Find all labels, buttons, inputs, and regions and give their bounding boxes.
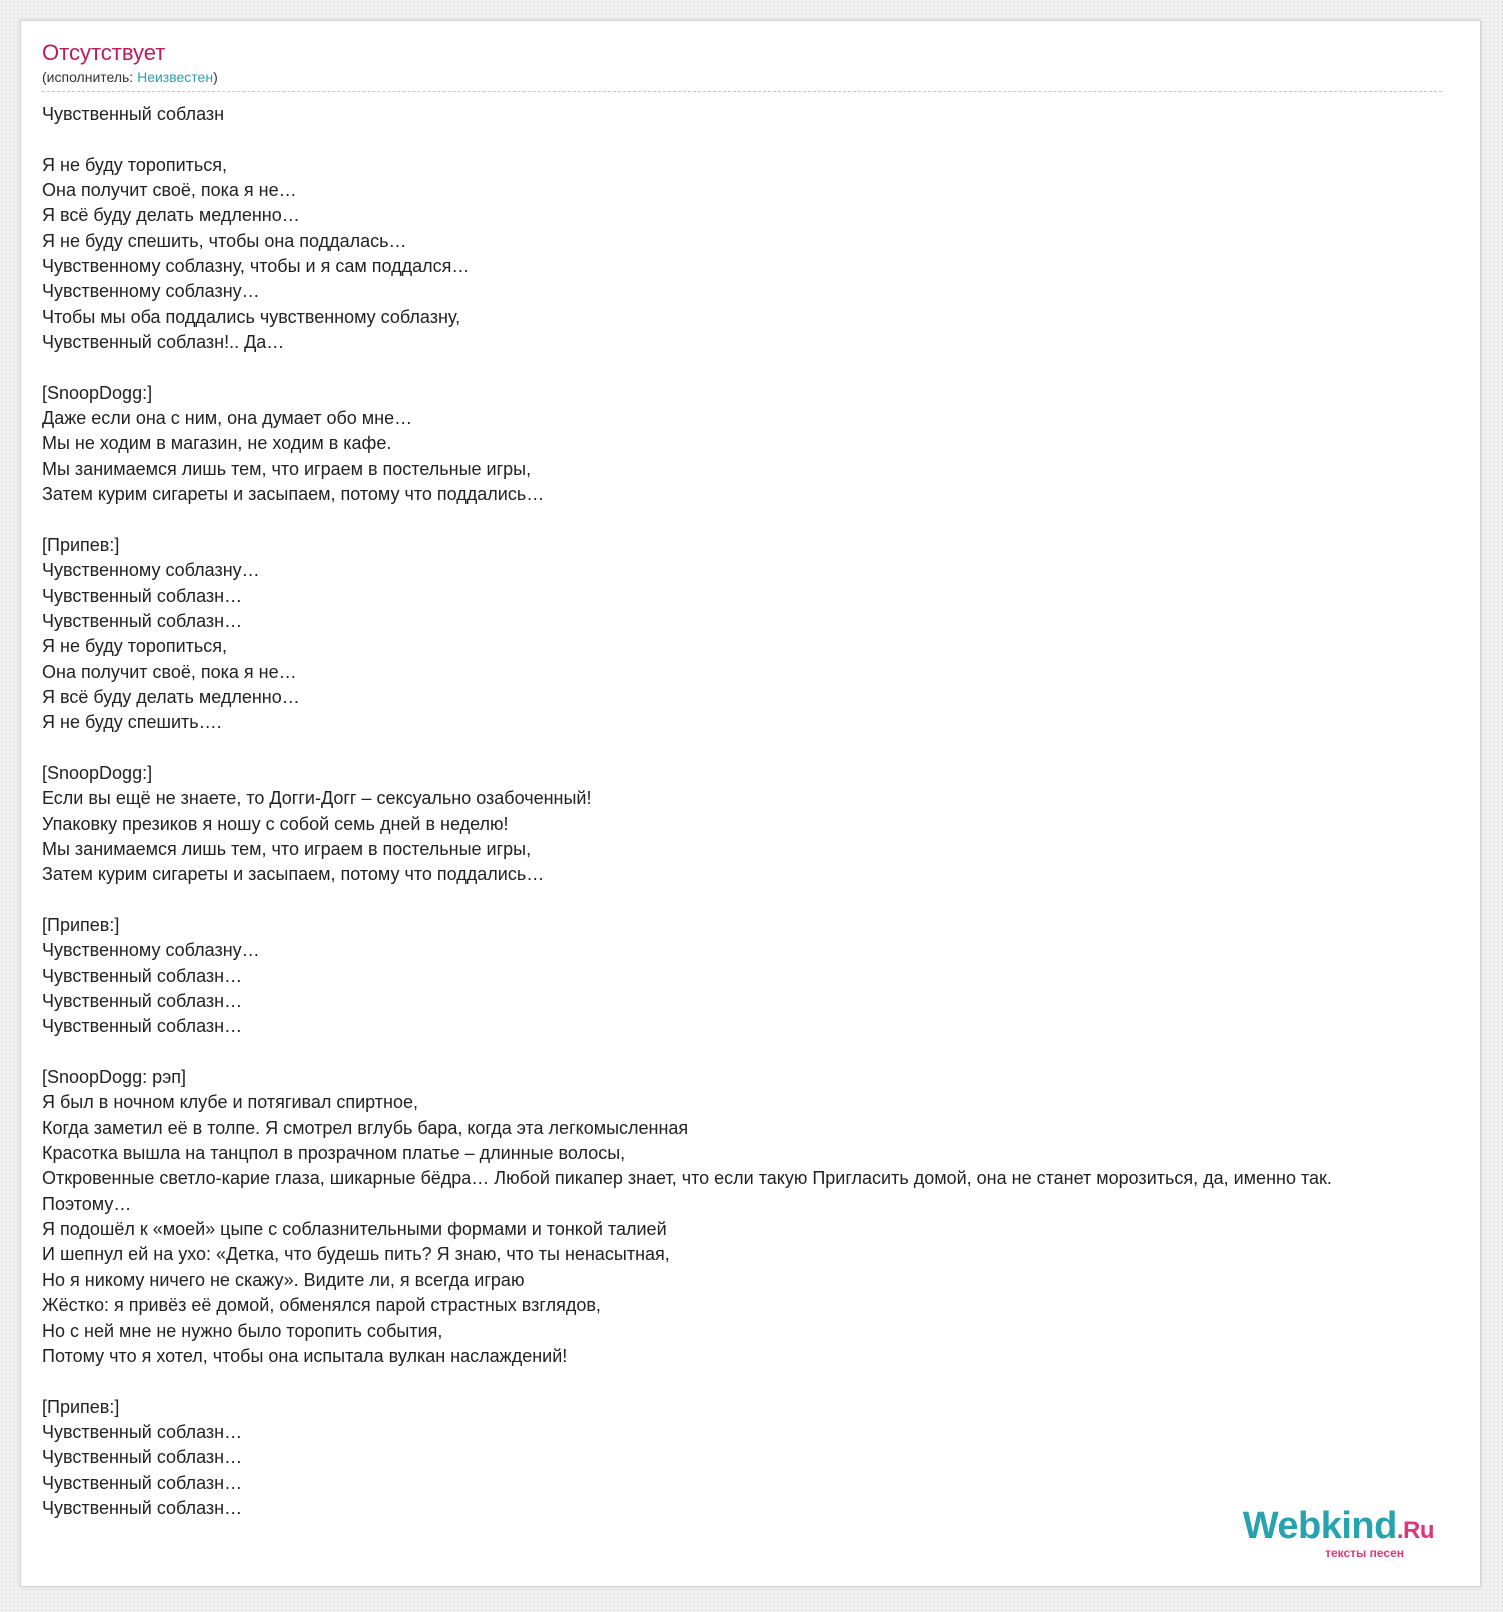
lyric-line: Чувственный соблазн… <box>42 991 243 1012</box>
song-header <box>42 39 1460 86</box>
lyric-line: Чувственный соблазн!.. Да… <box>42 332 285 353</box>
logo-tagline: тексты песен <box>1325 1546 1404 1560</box>
lyric-line: Она получит своё, пока я не… <box>42 180 297 201</box>
lyric-line: Я не буду торопиться, <box>42 154 228 175</box>
lyric-line: Она получит своё, пока я не… <box>42 661 297 682</box>
lyric-blank-line <box>42 1040 1481 1065</box>
lyric-line: Чувственный соблазн… <box>42 1447 243 1468</box>
artist-link[interactable]: Неизвестен <box>137 69 214 85</box>
lyric-line: Чувственный соблазн… <box>42 1421 243 1442</box>
lyric-line: Я не буду спешить, чтобы она поддалась… <box>42 230 407 251</box>
lyric-line: Упаковку презиков я ношу с собой семь дней в неделю! <box>42 813 509 834</box>
lyric-blank-line <box>42 508 1481 533</box>
lyric-line: [Припев:] <box>42 534 120 555</box>
lyric-blank-line <box>42 127 1481 152</box>
lyric-line: Затем курим сигареты и засыпаем, потому что поддались… <box>42 484 545 505</box>
header-divider <box>42 91 1442 92</box>
lyric-line: Откровенные светло-карие глаза, шикарные бёдра… Любой пикапер знает, что если такую Пригласить домой, она не станет морозиться, да, именно так. <box>42 1168 1332 1189</box>
lyric-line: Чувственный соблазн… <box>42 1497 243 1518</box>
webkind-logo[interactable] <box>1243 1506 1434 1559</box>
lyric-line: Чувственный соблазн… <box>42 585 243 606</box>
lyrics-card <box>20 20 1481 1587</box>
lyric-blank-line <box>42 355 1481 380</box>
lyric-line: Чувственный соблазн… <box>42 1016 243 1037</box>
lyric-blank-line <box>42 736 1481 761</box>
lyric-line: Если вы ещё не знаете, то Догги-Догг – сексуально озабоченный! <box>42 788 592 809</box>
lyric-line: Затем курим сигареты и засыпаем, потому что поддались… <box>42 864 545 885</box>
logo-tld: .Ru <box>1396 1517 1434 1544</box>
lyric-line: Мы не ходим в магазин, не ходим в кафе. <box>42 433 392 454</box>
song-title: Отсутствует <box>42 40 166 65</box>
lyric-line: И шепнул ей на ухо: «Детка, что будешь пить? Я знаю, что ты ненасытная, <box>42 1244 670 1265</box>
lyric-line: Чувственному соблазну… <box>42 281 260 302</box>
lyric-line: Я всё буду делать медленно… <box>42 686 300 707</box>
lyric-line: Но с ней мне не нужно было торопить события, <box>42 1320 443 1341</box>
lyric-line: [SnoopDogg:] <box>42 382 153 403</box>
lyric-line: Я всё буду делать медленно… <box>42 205 300 226</box>
lyric-blank-line <box>42 888 1481 913</box>
lyric-blank-line <box>42 1369 1481 1394</box>
lyric-line: Чувственному соблазну… <box>42 560 260 581</box>
lyric-line: Чувственный соблазн… <box>42 965 243 986</box>
lyric-line: Я подошёл к «моей» цыпе с соблазнительными формами и тонкой талией <box>42 1219 667 1240</box>
lyric-line: [SnoopDogg: рэп] <box>42 1067 187 1088</box>
lyric-line: Я был в ночном клубе и потягивал спиртное, <box>42 1092 419 1113</box>
lyric-line: Красотка вышла на танцпол в прозрачном платье – длинные волосы, <box>42 1143 626 1164</box>
logo-wordmark <box>1243 1506 1434 1551</box>
artist-suffix: ) <box>213 69 218 85</box>
lyric-line: Поэтому… <box>42 1193 132 1214</box>
logo-brand: Webkind <box>1242 1505 1397 1547</box>
lyric-line: [SnoopDogg:] <box>42 762 153 783</box>
lyric-line: Мы занимаемся лишь тем, что играем в постельные игры, <box>42 838 532 859</box>
lyric-line: Но я никому ничего не скажу». Видите ли, я всегда играю <box>42 1269 525 1290</box>
artist-prefix: (исполнитель: <box>42 69 138 85</box>
lyric-line: Я не буду торопиться, <box>42 636 228 657</box>
lyric-line: Когда заметил её в толпе. Я смотрел вглубь бара, когда эта легкомысленная <box>42 1117 689 1138</box>
lyric-line: Чтобы мы оба поддались чувственному соблазну, <box>42 306 461 327</box>
lyric-line: Даже если она с ним, она думает обо мне… <box>42 408 413 429</box>
lyric-line: Я не буду спешить…. <box>42 712 222 733</box>
lyrics-text <box>42 102 1481 1521</box>
lyric-line: Чувственный соблазн… <box>42 1472 243 1493</box>
lyric-line: Жёстко: я привёз её домой, обменялся парой страстных взглядов, <box>42 1295 601 1316</box>
lyric-line: Потому что я хотел, чтобы она испытала вулкан наслаждений! <box>42 1345 568 1366</box>
lyric-line: [Припев:] <box>42 915 120 935</box>
lyric-line: Мы занимаемся лишь тем, что играем в постельные игры, <box>42 458 532 479</box>
lyric-line: Чувственный соблазн… <box>42 610 243 631</box>
lyric-line: Чувственному соблазну… <box>42 940 260 961</box>
lyric-line: Чувственный соблазн <box>42 104 225 124</box>
artist-line <box>42 68 1460 86</box>
lyric-line: Чувственному соблазну, чтобы и я сам поддался… <box>42 256 470 277</box>
lyric-line: [Припев:] <box>42 1396 120 1417</box>
